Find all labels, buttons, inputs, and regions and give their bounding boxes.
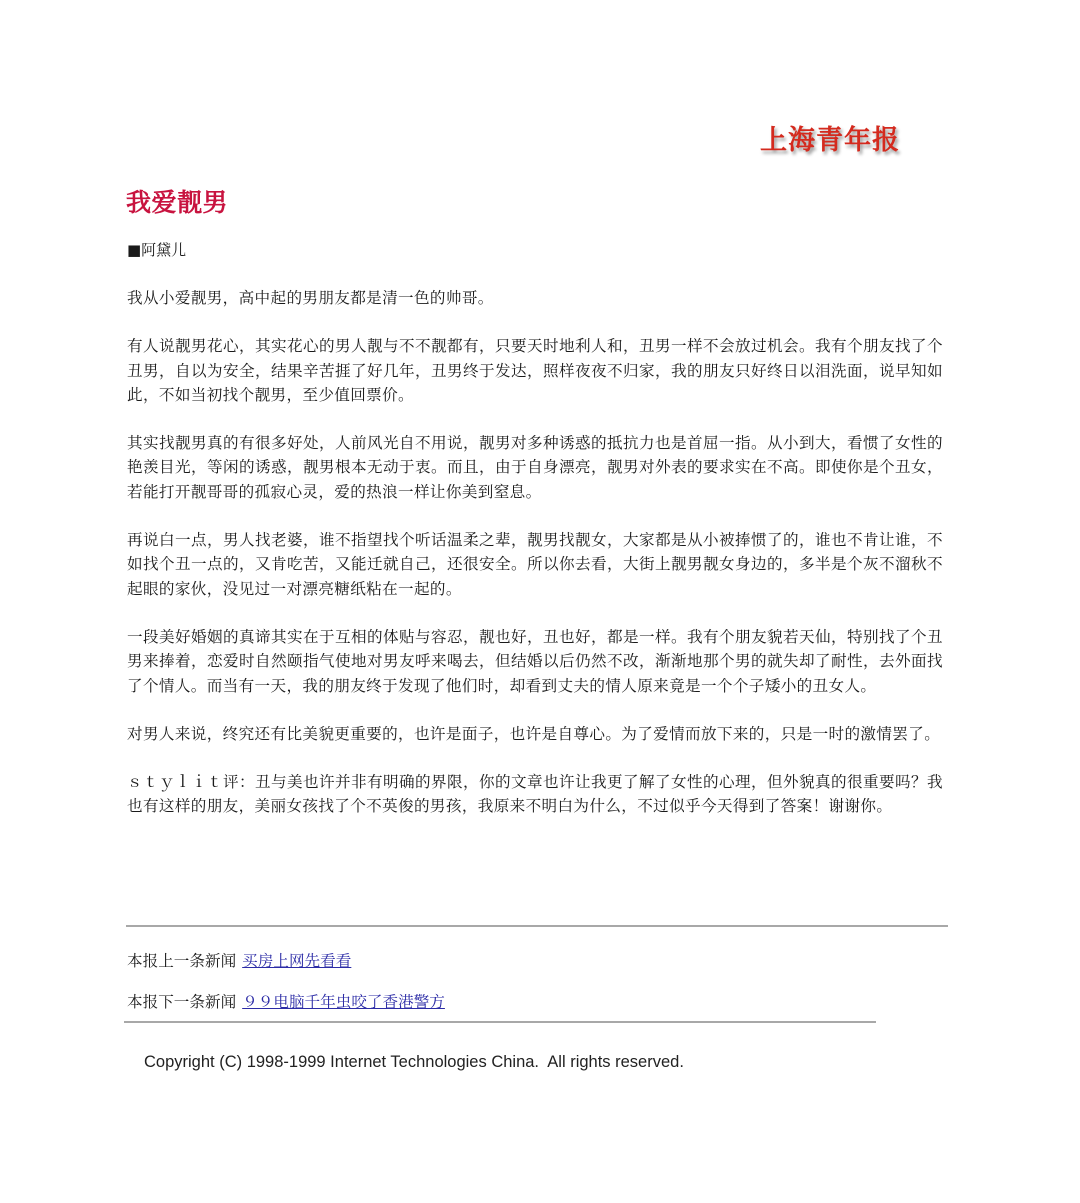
next-news-row xyxy=(127,990,445,1012)
article-paragraph: 一段美好婚姻的真谛其实在于互相的体贴与容忍，靓也好，丑也好，都是一样。我有个朋友貌若天仙，特别找了个丑男来捧着，恋爱时自然颐指气使地对男友呼来喝去，但结婚以后仍然不改，渐渐地那个男的就失却了耐性，去外面找了个情人。而当有一天，我的朋友终于发现了他们时，却看到丈夫的情人原来竟是一个个子矮小的丑女人。 xyxy=(127,627,943,695)
divider-top xyxy=(126,925,948,927)
prev-news-label: 本报上一条新闻 xyxy=(127,952,237,970)
divider-bottom xyxy=(124,1021,876,1023)
next-news-label: 本报下一条新闻 xyxy=(127,993,237,1011)
newspaper-logo: 上海青年报 xyxy=(760,125,900,156)
prev-news-link[interactable]: 买房上网先看看 xyxy=(242,952,352,970)
article-title: 我爱靓男 xyxy=(126,188,229,217)
article-paragraph: 我从小爱靓男，高中起的男朋友都是清一色的帅哥。 xyxy=(127,289,494,307)
prev-news-row xyxy=(127,949,351,971)
article-byline: ■阿黛儿 xyxy=(127,241,187,259)
next-news-link[interactable]: ９９电脑千年虫咬了香港警方 xyxy=(242,993,445,1011)
copyright-notice: Copyright (C) 1998-1999 Internet Technologies China. All rights reserved. xyxy=(144,1053,684,1071)
article-paragraph: 其实找靓男真的有很多好处，人前风光自不用说，靓男对多种诱惑的抵抗力也是首屈一指。从小到大，看惯了女性的艳羡目光，等闲的诱惑，靓男根本无动于衷。而且，由于自身漂亮，靓男对外表的要求实在不高。即使你是个丑女，若能打开靓哥哥的孤寂心灵，爱的热浪一样让你美到窒息。 xyxy=(127,434,943,501)
article-paragraph: 有人说靓男花心，其实花心的男人靓与不不靓都有，只要天时地利人和，丑男一样不会放过机会。我有个朋友找了个丑男，自以为安全，结果辛苦捱了好几年，丑男终于发达，照样夜夜不归家，我的朋友只好终日以泪洗面，说早知如此，不如当初找个靓男，至少值回票价。 xyxy=(127,337,943,404)
article-paragraph: 对男人来说，终究还有比美貌更重要的，也许是面子，也许是自尊心。为了爱情而放下来的，只是一时的激情罢了。 xyxy=(127,724,941,743)
article-body xyxy=(127,286,943,843)
reader-comment: ｓｔｙｌｉｔ评：丑与美也许并非有明确的界限，你的文章也许让我更了解了女性的心理，但外貌真的很重要吗？我也有这样的朋友，美丽女孩找了个不英俊的男孩，我原来不明白为什么，不过似乎今天得到了答案！谢谢你。 xyxy=(127,773,943,816)
article-paragraph: 再说白一点，男人找老婆，谁不指望找个听话温柔之辈，靓男找靓女，大家都是从小被捧惯了的，谁也不肯让谁，不如找个丑一点的，又肯吃苦，又能迁就自己，还很安全。所以你去看，大街上靓男靓女身边的，多半是个灰不溜秋不起眼的家伙，没见过一对漂亮糖纸粘在一起的。 xyxy=(127,531,943,598)
